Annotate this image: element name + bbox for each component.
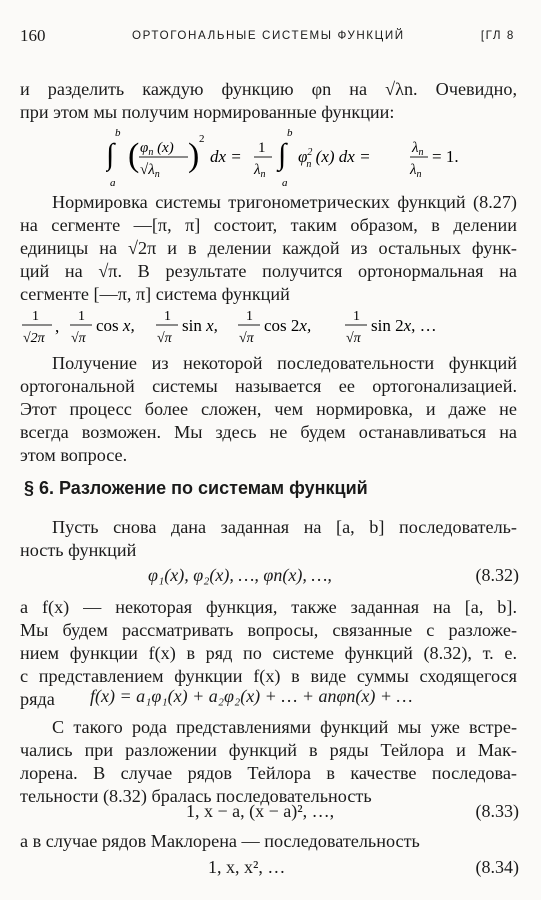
equation-number-832: (8.32): [475, 565, 519, 585]
svg-text:,: ,: [55, 317, 60, 336]
text-line: чались при разложении функций в ряды Тейлора и Мак-: [20, 740, 517, 760]
svg-text:φn (x): $\varphi_n$ (x): [140, 140, 174, 158]
svg-text:(: (: [128, 137, 140, 174]
svg-text:= 1.: = 1.: [432, 147, 459, 166]
svg-text:λn: $\lambda_n$: [410, 162, 422, 180]
svg-text:1: 1: [258, 140, 266, 156]
svg-text:a: a: [110, 177, 116, 188]
svg-text:): ): [188, 137, 200, 174]
svg-text:1: 1: [78, 309, 85, 324]
svg-text:sin 2x, …: sin 2x, …: [371, 316, 437, 335]
paragraph-3: [20, 352, 517, 467]
text-line: Мы будем рассматривать вопросы, связанные с разложе-: [20, 620, 517, 640]
text-line: нием функции f(x) в ряд по системе функций (8.32), т. е.: [20, 643, 517, 663]
formula-normalized-integral: [106, 128, 466, 193]
svg-text:1: 1: [353, 309, 360, 324]
svg-text:∫: ∫: [106, 138, 115, 171]
text-line: этом вопросе.: [20, 445, 128, 465]
text-line: ортогональной системы называется ее ортогонализацией.: [20, 376, 517, 396]
svg-text:2: 2: [199, 133, 205, 145]
paragraph-6: [20, 716, 517, 808]
section-heading: § 6. Разложение по системам функций: [24, 478, 368, 498]
formula-taylor-833: 1, x − a, (x − a)², …,: [186, 801, 335, 821]
text-line: а в случае рядов Маклорена — последовательность: [20, 831, 420, 851]
svg-text:b: b: [287, 128, 293, 139]
formula-maclaurin-834: 1, x, x², …: [208, 857, 286, 877]
svg-text:1: 1: [246, 309, 253, 324]
svg-text:√π: √π: [346, 331, 361, 346]
text-line: Пусть снова дана заданная на [a, b] последователь-: [52, 517, 517, 537]
svg-text:b: b: [115, 128, 121, 139]
text-line: Этот процесс более сложен, чем нормировка, и даже не: [20, 399, 517, 419]
svg-text:1: 1: [164, 309, 171, 324]
book-page: [20, 0, 521, 900]
text-line: ций на √π. В результате получится ортонормальная на: [20, 261, 517, 281]
text-line: Нормировка системы тригонометрических функций (8.27): [52, 192, 517, 212]
svg-text:a: a: [282, 177, 288, 188]
svg-text:cos 2x,: cos 2x,: [264, 316, 312, 335]
formula-trig-system: [20, 306, 520, 355]
svg-text:√π: √π: [71, 331, 86, 346]
svg-text:λn: $\lambda_n$: [412, 140, 424, 158]
formula-series: f(x) = a₁φ₁(x) + a₂φ₂(x) + … + anφn(x) + …: [90, 686, 413, 706]
running-title: ОРТОГОНАЛЬНЫЕ СИСТЕМЫ ФУНКЦИЙ: [132, 29, 405, 42]
svg-text:dx =: dx =: [210, 147, 242, 166]
chapter-label: [ГЛ 8: [480, 29, 515, 42]
svg-text:√π: √π: [157, 331, 172, 346]
svg-text:cos x,: cos x,: [96, 316, 135, 335]
text-line: ряда: [20, 689, 55, 709]
paragraph-1: [20, 78, 517, 124]
svg-text:√λn: $√\lambda_n$: [140, 162, 160, 180]
formula-sequence-832: φ₁(x), φ₂(x), …, φn(x), …,: [148, 565, 332, 585]
formula-graphic: [106, 128, 466, 188]
paragraph-4: [20, 516, 517, 562]
page-number: 160: [20, 26, 46, 45]
text-line: тельности (8.32) бралась последовательность: [20, 786, 372, 806]
text-line: лорена. В случае рядов Тейлора в качестве последова-: [20, 763, 517, 783]
text-line: ность функций: [20, 540, 137, 560]
formula-graphic: [20, 306, 520, 350]
text-line: сегменте [—π, π] система функций: [20, 284, 290, 304]
text-line: всегда возможен. Мы здесь не будем останавливаться на: [20, 422, 517, 442]
svg-text:√π: √π: [239, 331, 254, 346]
text-line: С такого рода представлениями функций мы уже встре-: [52, 717, 517, 737]
svg-text:∫: ∫: [278, 138, 287, 171]
text-line: с представлением функции f(x) в виде суммы сходящегося: [20, 666, 517, 686]
text-line: единицы на √2π и в делении каждой из остальных функ-: [20, 238, 517, 258]
text-line: при этом мы получим нормированные функции:: [20, 102, 395, 122]
page-header: [20, 26, 521, 46]
text-line: и разделить каждую функцию φn на √λn. Очевидно,: [20, 79, 517, 99]
text-line: Получение из некоторой последовательности функций: [52, 353, 517, 373]
equation-number-834: (8.34): [475, 857, 519, 877]
svg-text:sin x,: sin x,: [182, 316, 218, 335]
svg-text:λn: $\lambda_n$: [254, 162, 266, 180]
svg-text:1: 1: [32, 309, 39, 324]
equation-number-833: (8.33): [475, 801, 519, 821]
text-line: на сегменте —[π, π] состоит, таким образом, в делении: [20, 215, 517, 235]
text-line: а f(x) — некоторая функция, также заданная на [a, b].: [20, 597, 517, 617]
paragraph-7: [20, 830, 517, 853]
paragraph-2: [20, 191, 517, 306]
svg-text:√2π: √2π: [23, 331, 45, 346]
svg-text:φ2n (x) dx =: $\varphi^2$ n (x) dx =: [298, 147, 371, 170]
